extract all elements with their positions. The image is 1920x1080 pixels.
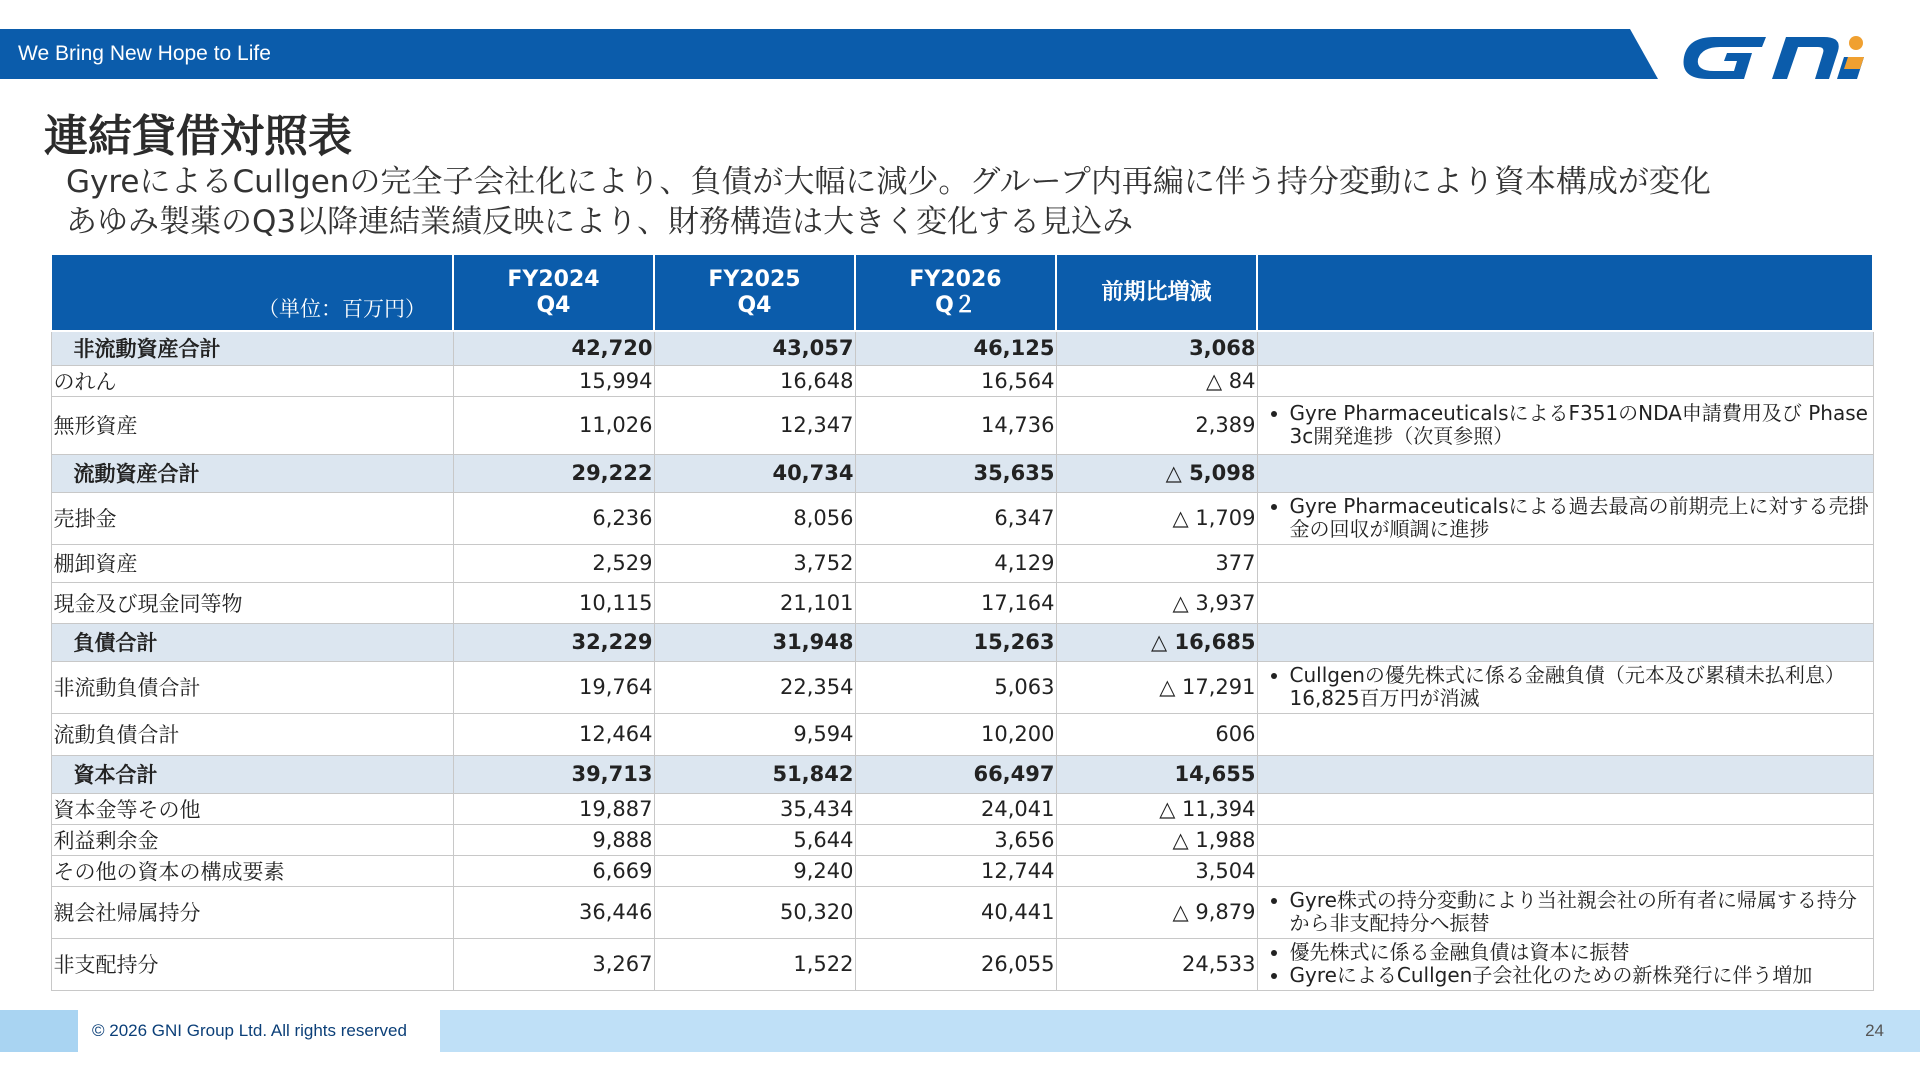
- cell-value: 43,057: [654, 331, 855, 365]
- row-note: [1257, 886, 1873, 938]
- row-note: [1257, 331, 1873, 365]
- cell-value: △ 11,394: [1056, 793, 1257, 824]
- cell-value: 46,125: [855, 331, 1056, 365]
- gni-logo: [1674, 31, 1874, 83]
- cell-value: 12,744: [855, 855, 1056, 886]
- cell-value: △ 1,988: [1056, 824, 1257, 855]
- cell-value: 9,240: [654, 855, 855, 886]
- row-note: [1257, 396, 1873, 454]
- row-note: [1257, 492, 1873, 544]
- row-note: [1257, 623, 1873, 661]
- cell-value: 10,115: [453, 582, 654, 623]
- cell-value: 12,464: [453, 713, 654, 755]
- cell-value: 1,522: [654, 938, 855, 990]
- cell-value: 42,720: [453, 331, 654, 365]
- row-label: 資本合計: [51, 755, 453, 793]
- row-label: 非支配持分: [51, 938, 453, 990]
- table-row: [51, 492, 1873, 544]
- table-header-row: [51, 254, 1873, 331]
- cell-value: 9,594: [654, 713, 855, 755]
- table-row: [51, 855, 1873, 886]
- cell-value: 3,752: [654, 544, 855, 582]
- note-item: • Gyre株式の持分変動により当社親会社の所有者に帰属する持分から非支配持分へ振替: [1290, 889, 1871, 935]
- cell-value: 3,656: [855, 824, 1056, 855]
- cell-value: 6,347: [855, 492, 1056, 544]
- table-row: [51, 582, 1873, 623]
- row-note: [1257, 454, 1873, 492]
- table-row: [51, 793, 1873, 824]
- cell-value: 35,635: [855, 454, 1056, 492]
- footer-accent: [0, 1010, 78, 1052]
- cell-value: 50,320: [654, 886, 855, 938]
- cell-value: 24,041: [855, 793, 1056, 824]
- table-row: [51, 824, 1873, 855]
- table-total-row: [51, 755, 1873, 793]
- cell-value: 606: [1056, 713, 1257, 755]
- col-header-change: 前期比増減: [1056, 254, 1257, 331]
- note-item: • 優先株式に係る金融負債は資本に振替: [1290, 941, 1871, 964]
- cell-value: 51,842: [654, 755, 855, 793]
- col-header-fy2024q4: FY2024 Q4: [453, 254, 654, 331]
- cell-value: 5,644: [654, 824, 855, 855]
- note-item: • GyreによるCullgen子会社化のための新株発行に伴う増加: [1290, 964, 1871, 987]
- note-list: [1260, 889, 1871, 935]
- page-number: 24: [1865, 1021, 1884, 1040]
- row-label: 非流動負債合計: [51, 661, 453, 713]
- col-header-notes: [1257, 254, 1873, 331]
- row-note: [1257, 793, 1873, 824]
- row-note: [1257, 582, 1873, 623]
- row-note: [1257, 365, 1873, 396]
- cell-value: 21,101: [654, 582, 855, 623]
- subtitle: [66, 162, 1711, 242]
- row-label: 利益剰余金: [51, 824, 453, 855]
- cell-value: 19,764: [453, 661, 654, 713]
- row-note: [1257, 855, 1873, 886]
- row-note: [1257, 755, 1873, 793]
- row-label: 流動負債合計: [51, 713, 453, 755]
- cell-value: 32,229: [453, 623, 654, 661]
- cell-value: 66,497: [855, 755, 1056, 793]
- page-title: 連結貸借対照表: [44, 111, 352, 162]
- table-row: [51, 713, 1873, 755]
- cell-value: 16,648: [654, 365, 855, 396]
- table-total-row: [51, 623, 1873, 661]
- cell-value: 19,887: [453, 793, 654, 824]
- row-label: 親会社帰属持分: [51, 886, 453, 938]
- row-note: [1257, 661, 1873, 713]
- note-item: • Gyre PharmaceuticalsによるF351のNDA申請費用及び Phase 3c開発進捗（次頁参照）: [1290, 402, 1871, 448]
- cell-value: △ 3,937: [1056, 582, 1257, 623]
- table-row: [51, 661, 1873, 713]
- cell-value: 3,068: [1056, 331, 1257, 365]
- cell-value: △ 17,291: [1056, 661, 1257, 713]
- note-list: [1260, 664, 1871, 710]
- cell-value: 10,200: [855, 713, 1056, 755]
- cell-value: 3,267: [453, 938, 654, 990]
- cell-value: 29,222: [453, 454, 654, 492]
- cell-value: △ 9,879: [1056, 886, 1257, 938]
- cell-value: 377: [1056, 544, 1257, 582]
- cell-value: 6,669: [453, 855, 654, 886]
- cell-value: 24,533: [1056, 938, 1257, 990]
- cell-value: 16,564: [855, 365, 1056, 396]
- row-label: 棚卸資産: [51, 544, 453, 582]
- table-total-row: [51, 454, 1873, 492]
- cell-value: △ 5,098: [1056, 454, 1257, 492]
- cell-value: 39,713: [453, 755, 654, 793]
- copyright: © 2026 GNI Group Ltd. All rights reserved: [78, 1010, 440, 1052]
- cell-value: 22,354: [654, 661, 855, 713]
- cell-value: 14,736: [855, 396, 1056, 454]
- cell-value: 12,347: [654, 396, 855, 454]
- cell-value: 3,504: [1056, 855, 1257, 886]
- row-label: 負債合計: [51, 623, 453, 661]
- row-label: 資本金等その他: [51, 793, 453, 824]
- note-list: [1260, 402, 1871, 448]
- cell-value: 31,948: [654, 623, 855, 661]
- cell-value: 15,994: [453, 365, 654, 396]
- cell-value: 4,129: [855, 544, 1056, 582]
- row-label: 売掛金: [51, 492, 453, 544]
- table-row: [51, 544, 1873, 582]
- col-header-fy2026q2: FY2026 Q２: [855, 254, 1056, 331]
- cell-value: 5,063: [855, 661, 1056, 713]
- row-label: 現金及び現金同等物: [51, 582, 453, 623]
- row-note: [1257, 544, 1873, 582]
- table-row: [51, 938, 1873, 990]
- table-row: [51, 365, 1873, 396]
- cell-value: 17,164: [855, 582, 1056, 623]
- row-label: 無形資産: [51, 396, 453, 454]
- note-list: [1260, 941, 1871, 987]
- table-total-row: [51, 331, 1873, 365]
- note-item: • Gyre Pharmaceuticalsによる過去最高の前期売上に対する売掛金の回収が順調に進捗: [1290, 495, 1871, 541]
- cell-value: 8,056: [654, 492, 855, 544]
- footer: [0, 1010, 1920, 1052]
- row-label: 非流動資産合計: [51, 331, 453, 365]
- cell-value: 40,441: [855, 886, 1056, 938]
- note-list: [1260, 495, 1871, 541]
- row-label: のれん: [51, 365, 453, 396]
- note-item: • Cullgenの優先株式に係る金融負債（元本及び累積未払利息）16,825百万円が消滅: [1290, 664, 1871, 710]
- row-note: [1257, 938, 1873, 990]
- cell-value: 26,055: [855, 938, 1056, 990]
- table-row: [51, 396, 1873, 454]
- cell-value: 2,389: [1056, 396, 1257, 454]
- cell-value: 6,236: [453, 492, 654, 544]
- cell-value: 40,734: [654, 454, 855, 492]
- subtitle-line-1: GyreによるCullgenの完全子会社化により、負債が大幅に減少。グループ内再編に伴う持分変動により資本構成が変化: [66, 164, 1711, 200]
- header-bar: [0, 29, 1920, 79]
- cell-value: 35,434: [654, 793, 855, 824]
- col-header-fy2025q4: FY2025 Q4: [654, 254, 855, 331]
- cell-value: 36,446: [453, 886, 654, 938]
- balance-sheet-table: [50, 253, 1874, 991]
- tagline: We Bring New Hope to Life: [18, 42, 271, 65]
- unit-label: （単位：百万円）: [51, 254, 453, 331]
- cell-value: △ 84: [1056, 365, 1257, 396]
- cell-value: △ 16,685: [1056, 623, 1257, 661]
- cell-value: 11,026: [453, 396, 654, 454]
- row-note: [1257, 713, 1873, 755]
- cell-value: 14,655: [1056, 755, 1257, 793]
- cell-value: 2,529: [453, 544, 654, 582]
- row-label: その他の資本の構成要素: [51, 855, 453, 886]
- subtitle-line-2: あゆみ製薬のQ3以降連結業績反映により、財務構造は大きく変化する見込み: [66, 204, 1134, 240]
- row-note: [1257, 824, 1873, 855]
- cell-value: 15,263: [855, 623, 1056, 661]
- cell-value: △ 1,709: [1056, 492, 1257, 544]
- row-label: 流動資産合計: [51, 454, 453, 492]
- table-row: [51, 886, 1873, 938]
- cell-value: 9,888: [453, 824, 654, 855]
